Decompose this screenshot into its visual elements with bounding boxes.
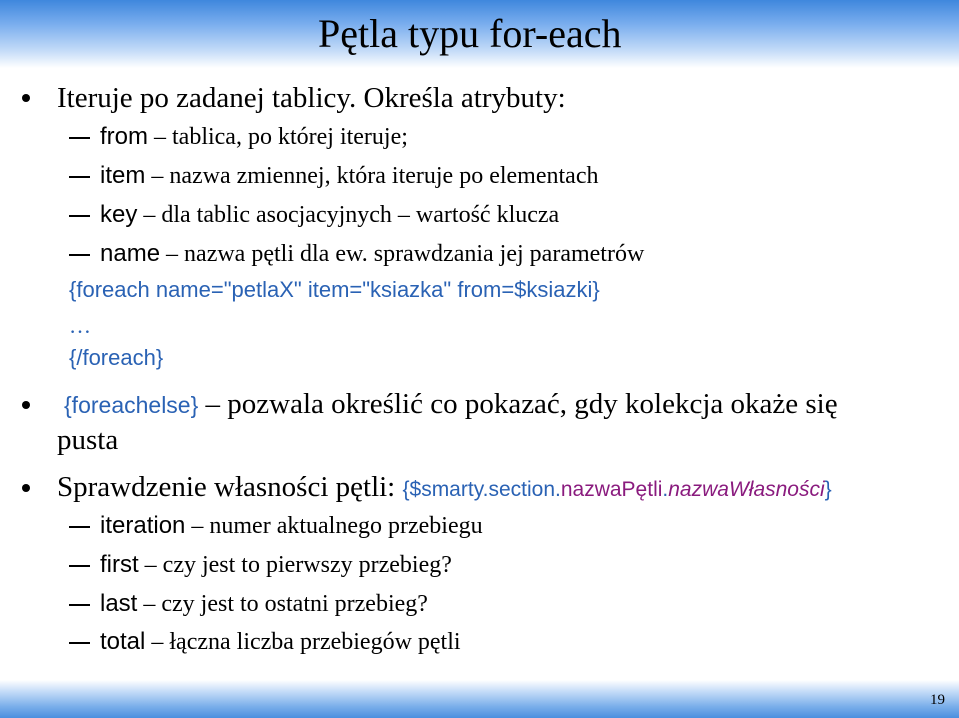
dash-marker bbox=[69, 137, 90, 139]
attr-name: name bbox=[100, 240, 161, 267]
code-foreach-close: {/foreach} bbox=[69, 345, 164, 370]
code-loop-name: nazwaPętli bbox=[560, 478, 663, 501]
attr-item-from bbox=[100, 122, 408, 152]
prop-name: last bbox=[100, 590, 138, 617]
prop-desc: – czy jest to pierwszy przebieg? bbox=[138, 552, 452, 578]
dash-marker bbox=[69, 176, 90, 178]
attr-desc: – nazwa pętli dla ew. sprawdzania jej parametrów bbox=[160, 241, 645, 267]
prop-name: first bbox=[100, 551, 139, 578]
bullet-dot bbox=[22, 94, 30, 102]
attr-name: from bbox=[100, 123, 148, 150]
prop-desc: – czy jest to ostatni przebieg? bbox=[137, 591, 428, 617]
prop-name: iteration bbox=[100, 512, 186, 539]
code-property-name: nazwaWłasności bbox=[668, 478, 825, 501]
attr-desc: – tablica, po której iteruje; bbox=[148, 124, 408, 150]
attr-item-name bbox=[100, 239, 644, 269]
bullet-loop-properties bbox=[57, 470, 832, 507]
bullet-foreach-intro: Iteruje po zadanej tablicy. Określa atrybuty: bbox=[57, 82, 566, 114]
dash-marker bbox=[69, 215, 90, 217]
attr-item-item bbox=[100, 161, 598, 191]
code-brace-close: } bbox=[824, 478, 832, 501]
dash-marker bbox=[69, 254, 90, 256]
slide-title: Pętla typu for-each bbox=[318, 11, 622, 56]
foreachelse-desc-cont: pusta bbox=[57, 424, 119, 456]
attr-name: item bbox=[100, 162, 146, 189]
footer-band bbox=[0, 680, 959, 718]
dash-marker bbox=[69, 604, 90, 606]
attr-item-key bbox=[100, 200, 559, 230]
dash-marker bbox=[69, 526, 90, 528]
prop-item-iteration bbox=[100, 511, 483, 541]
prop-name: total bbox=[100, 628, 146, 655]
bullet-dot bbox=[22, 401, 30, 409]
dash-marker bbox=[69, 642, 90, 644]
code-foreach-open: {foreach name="petlaX" item="ksiazka" from=$ksiazki} bbox=[69, 277, 600, 302]
attr-name: key bbox=[100, 201, 138, 228]
page-number: 19 bbox=[930, 692, 945, 708]
dash-marker bbox=[69, 565, 90, 567]
attr-desc: – dla tablic asocjacyjnych – wartość klucza bbox=[137, 202, 560, 228]
attr-desc: – nazwa zmiennej, która iteruje po elementach bbox=[145, 163, 599, 189]
code-foreachelse: {foreachelse} bbox=[64, 392, 199, 418]
prop-item-first bbox=[100, 550, 452, 580]
prop-desc: – łączna liczba przebiegów pętli bbox=[145, 629, 461, 655]
bullet-foreachelse bbox=[64, 387, 838, 422]
foreachelse-desc: – pozwala określić co pokazać, gdy kolekcja okaże się bbox=[198, 388, 838, 420]
loop-properties-label: Sprawdzenie własności pętli: bbox=[57, 471, 403, 503]
code-ellipsis: … bbox=[69, 313, 91, 338]
prop-desc: – numer aktualnego przebiegu bbox=[185, 513, 483, 539]
code-smarty-section: {$smarty.section. bbox=[402, 478, 561, 501]
prop-item-last bbox=[100, 589, 428, 619]
prop-item-total bbox=[100, 627, 461, 657]
bullet-dot bbox=[22, 484, 30, 492]
code-dot: . bbox=[662, 478, 669, 501]
